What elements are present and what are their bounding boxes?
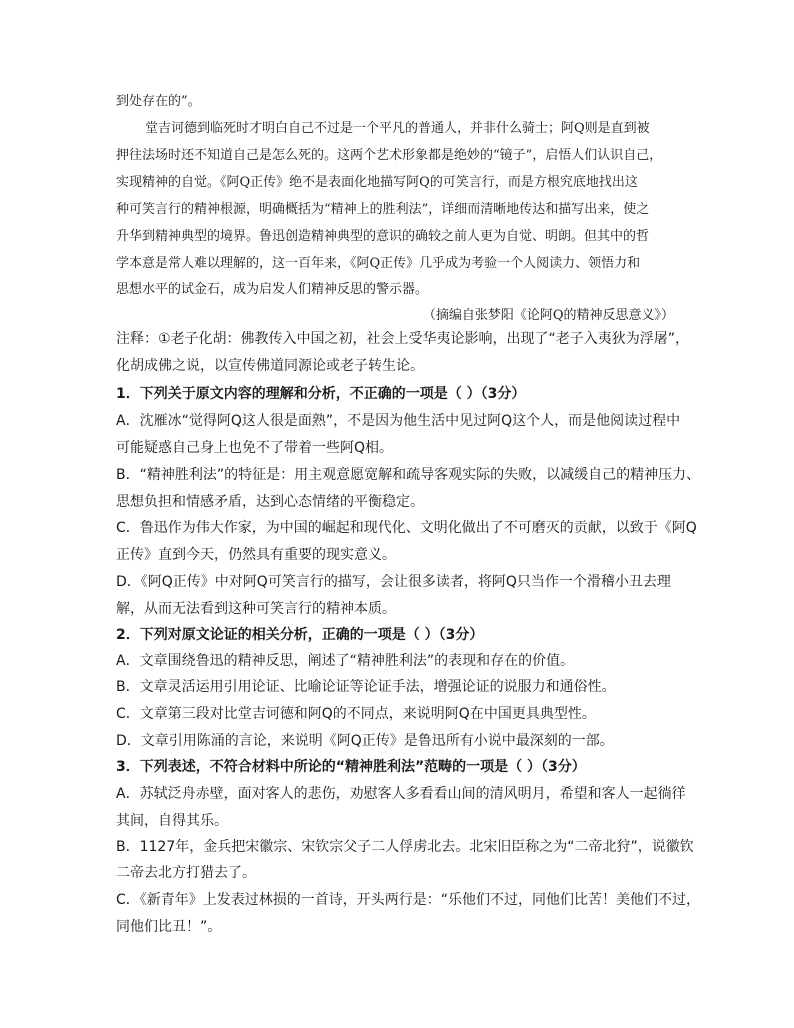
option-d: D．《阿Q正传》中对阿Q可笑言行的描写，会让很多读者，将阿Q只当作一个滑稽小丑去理 <box>116 574 671 590</box>
option-c: C．文章第三段对比堂吉诃德和阿Q的不同点，来说明阿Q在中国更具典型性。 <box>116 706 596 722</box>
option-a-cont: 其间，自得其乐。 <box>116 813 228 829</box>
question-stem: 1．下列关于原文内容的理解和分析，不正确的一项是（ ）（3分） <box>116 386 526 402</box>
option-b-cont: 二帝去北方打猎去了。 <box>116 865 256 881</box>
option-a: A．沈雁冰“觉得阿Q这人很是面熟”，不是因为他生活中见过阿Q这个人，而是他阅读过程中 <box>116 413 681 429</box>
passage-line: 思想水平的试金石，成为启发人们精神反思的警示器。 <box>116 282 429 297</box>
question-stem: 2．下列对原文论证的相关分析，正确的一项是（ ）（3分） <box>116 627 484 643</box>
option-a: A．苏轼泛舟赤壁，面对客人的悲伤，劝慰客人多看看山间的清风明月，希望和客人一起徜徉 <box>116 786 686 802</box>
option-c: C．鲁迅作为伟大作家，为中国的崛起和现代化、文明化做出了不可磨灭的贡献，以致于《阿Q <box>116 520 697 536</box>
passage-source: （摘编自张梦阳《论阿Q的精神反思意义》） <box>422 308 674 323</box>
option-b: B．文章灵活运用引用论证、比喻论证等论证手法，增强论证的说服力和通俗性。 <box>116 679 616 695</box>
passage-line: 押往法场时还不知道自己是怎么死的。这两个艺术形象都是绝妙的“镜子”，启悟人们认识自己， <box>116 148 663 163</box>
option-c-cont: 正传》直到今天，仍然具有重要的现实意义。 <box>116 547 396 563</box>
question-stem: 3．下列表述，不符合材料中所论的“精神胜利法”范畴的一项是（ ）（3分） <box>116 759 586 775</box>
option-c-cont: 同他们比丑！”。 <box>116 919 222 935</box>
passage-line: 堂吉诃德到临死时才明白自己不过是一个平凡的普通人，并非什么骑士；阿Q则是直到被 <box>145 121 650 136</box>
option-a-cont: 可能疑惑自己身上也免不了带着一些阿Q相。 <box>116 440 394 456</box>
option-c: C．《新青年》上发表过林损的一首诗，开头两行是：“乐他们不过，同他们比苦！美他们不过， <box>116 892 701 908</box>
option-d: D．文章引用陈涌的言论，来说明《阿Q正传》是鲁迅所有小说中最深刻的一部。 <box>116 733 614 749</box>
passage-line: 种可笑言行的精神根源，明确概括为“精神上的胜利法”，详细而清晰地传达和描写出来，使之 <box>116 202 650 217</box>
note-line: 注释：①老子化胡：佛教传入中国之初，社会上受华夷论影响，出现了“老子入夷狄为浮屠”， <box>116 331 690 347</box>
option-b-cont: 思想负担和情感矛盾，达到心态情绪的平衡稳定。 <box>116 494 424 510</box>
passage-line: 升华到精神典型的境界。鲁迅创造精神典型的意识的确较之前人更为自觉、明朗。但其中的哲 <box>116 229 650 244</box>
note-line: 化胡成佛之说，以宣传佛道同源论或老子转生论。 <box>116 358 424 374</box>
option-b: B．“精神胜利法”的特征是：用主观意愿宽解和疏导客观实际的失败，以减缓自己的精神压力、 <box>116 467 701 483</box>
passage-line: 学本意是常人难以理解的，这一百年来，《阿Q正传》几乎成为考验一个人阅读力、领悟力和 <box>116 256 641 271</box>
passage-line: 到处存在的”。 <box>116 94 201 109</box>
passage-line: 实现精神的自觉。《阿Q正传》绝不是表面化地描写阿Q的可笑言行，而是方根究底地找出这 <box>116 175 638 190</box>
option-d-cont: 解，从而无法看到这种可笑言行的精神本质。 <box>116 601 396 617</box>
option-a: A．文章围绕鲁迅的精神反思，阐述了“精神胜利法”的表现和存在的价值。 <box>116 653 575 669</box>
option-b: B．1127年，金兵把宋徽宗、宋钦宗父子二人俘虏北去。北宋旧臣称之为“二帝北狩”，说徽钦 <box>116 839 694 855</box>
